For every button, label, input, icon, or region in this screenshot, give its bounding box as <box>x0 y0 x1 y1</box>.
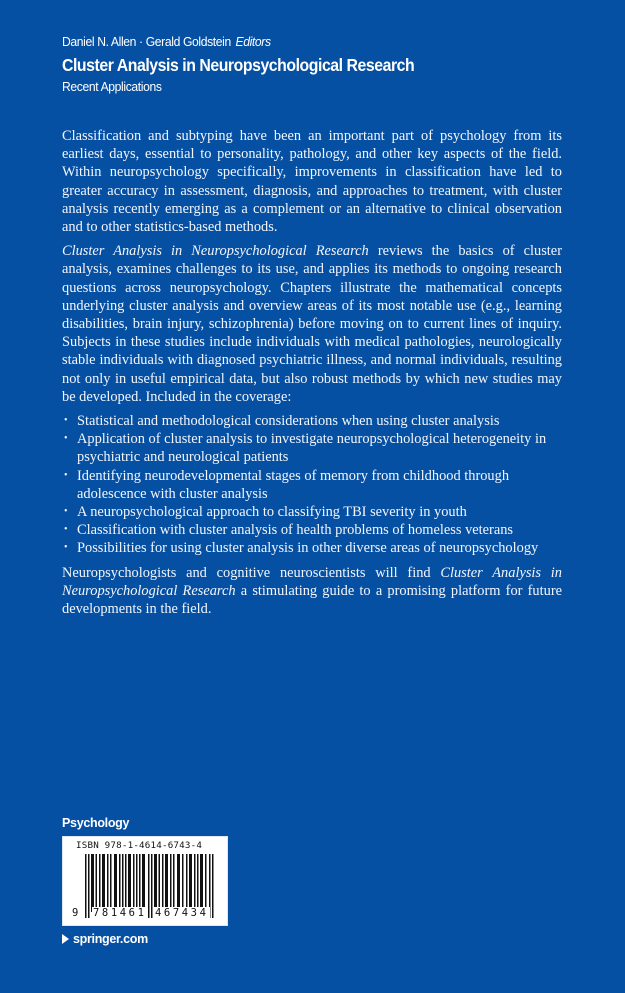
coverage-item-text: Possibilities for using cluster analysis in other diverse areas of neuropsychology <box>77 540 539 557</box>
blurb-paragraph-2 <box>62 242 562 406</box>
bullet-icon: • <box>64 542 68 554</box>
coverage-item <box>62 412 562 430</box>
bullet-icon: • <box>64 433 68 445</box>
play-arrow-icon <box>62 934 69 944</box>
coverage-item-text: Identifying neurodevelopmental stages of memory from childhood through adolescence with cluster analysis <box>77 467 510 502</box>
book-title-italic: Cluster Analysis in Neuropsychological Research <box>62 243 369 260</box>
bullet-icon: • <box>64 469 68 481</box>
subject-category: Psychology <box>62 816 130 830</box>
closing-text-end: a stimulating guide to a promising platform for future developments in the field. <box>62 582 562 618</box>
book-title: Cluster Analysis in Neuropsychological Research <box>62 55 415 75</box>
editors-role: Editors <box>235 34 271 49</box>
coverage-item <box>62 539 562 557</box>
blurb-closing <box>62 564 562 619</box>
editors-names: Daniel N. Allen · Gerald Goldstein <box>62 34 231 49</box>
paragraph-2-text: reviews the basics of cluster analysis, examines challenges to its use, and applies its methods to ongoing research questions across neuropsychology. Chapters illustrate the mathematical concepts underlying cluster analysis and overview areas of its most notable use (e.g., learning disabilities, brain injury, schizophrenia) before moving on to current lines of inquiry. Subjects in these studies include individuals with medical pathologies, neurologically stable individuals with diagnosed psychiatric illness, and normal individuals, resulting not only in useful empirical data, but also robust methods by which new studies may be developed. Included in the coverage: <box>62 243 562 405</box>
cover-header <box>62 33 602 96</box>
coverage-item-text: Classification with cluster analysis of health problems of homeless veterans <box>77 522 514 539</box>
barcode-lead-digit: 9 <box>72 907 79 919</box>
coverage-item <box>62 503 562 521</box>
coverage-item-text: Application of cluster analysis to investigate neuropsychological heterogeneity in psychiatric and neurological patients <box>77 431 547 466</box>
publisher-link[interactable] <box>62 932 148 946</box>
coverage-item <box>62 467 562 503</box>
book-subtitle: Recent Applications <box>62 79 162 94</box>
isbn-barcode <box>62 836 228 926</box>
isbn-label: ISBN 978-1-4614-6743-4 <box>76 840 203 851</box>
barcode-digits-left: 781461 <box>93 907 147 919</box>
coverage-item-text: Statistical and methodological considerations when using cluster analysis <box>77 413 500 430</box>
barcode-digits-right: 467434 <box>155 907 209 919</box>
bullet-icon: • <box>64 506 68 518</box>
coverage-list <box>62 412 562 558</box>
book-title-italic: Cluster Analysis in Neuropsychological Research <box>62 564 562 599</box>
coverage-item <box>62 430 562 466</box>
bullet-icon: • <box>64 524 68 536</box>
editors-line <box>62 33 559 51</box>
blurb-paragraph-1: Classification and subtyping have been an important part of psychology from its earliest days, essential to personality, pathology, and other key aspects of the field. Within neuropsychology specifically, improvements in classification have led to greater accuracy in assessment, diagnosis, and approaches to treatment, with cluster analysis recently emerging as a complement or an alternative to clinical observation and to other statistics-based methods. <box>62 128 562 236</box>
publisher-website: springer.com <box>73 932 148 946</box>
closing-text-start: Neuropsychologists and cognitive neuroscientists will find <box>62 564 441 581</box>
coverage-item <box>62 521 562 539</box>
coverage-item-text: A neuropsychological approach to classifying TBI severity in youth <box>77 504 467 521</box>
blurb <box>62 127 562 624</box>
bullet-icon: • <box>64 415 68 427</box>
